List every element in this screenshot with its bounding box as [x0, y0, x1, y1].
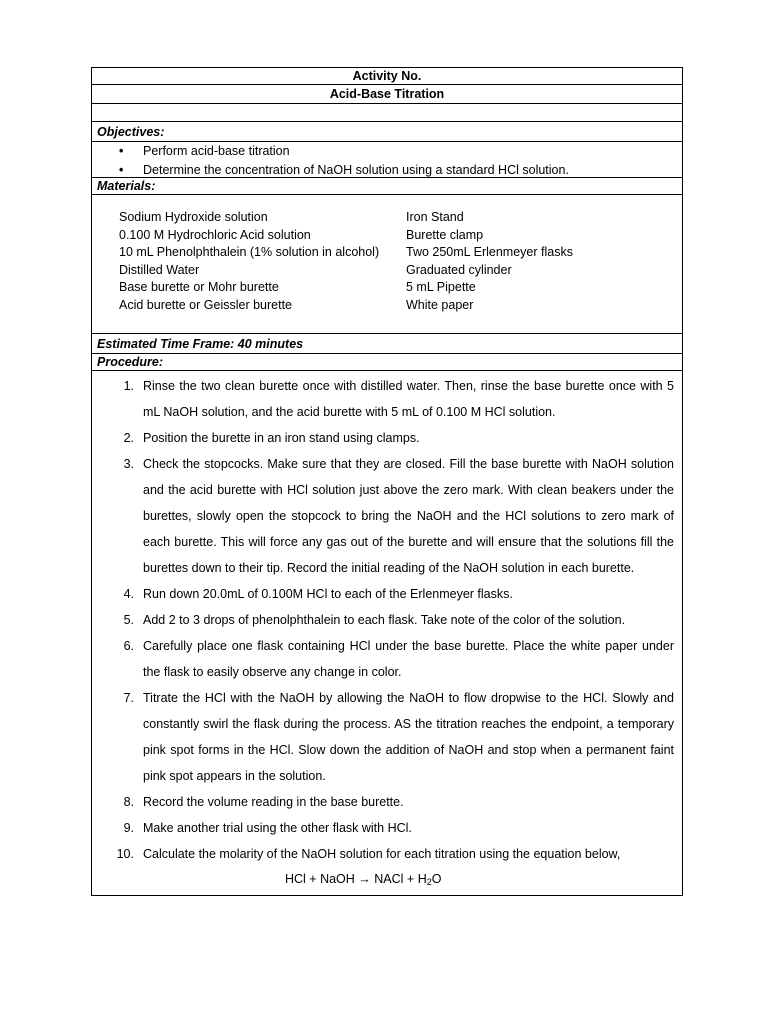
equation-reactants: HCl + NaOH [285, 872, 355, 886]
material-item: Two 250mL Erlenmeyer flasks [406, 245, 573, 259]
step-number: 7. [123, 691, 134, 705]
step-text: Rinse the two clean burette once with distilled water. Then, rinse the base burette once with 5 mL NaOH solution, and the acid burette with 5 mL of 0.100 M HCl solution. [143, 379, 674, 419]
material-item: Burette clamp [406, 227, 484, 242]
procedure-label-row [92, 354, 682, 371]
activity-sheet-table [91, 67, 683, 896]
materials-label-row [92, 178, 682, 195]
material-item: Acid burette or Geissler burette [119, 297, 292, 312]
objective-item [92, 161, 682, 180]
step-text: Carefully place one flask containing HCl under the base burette. Place the white paper under the flask to easily observe any change in color. [143, 639, 674, 679]
activity-number: Activity No. [352, 69, 422, 83]
step-text: Titrate the HCl with the NaOH by allowing the NaOH to flow dropwise to the HCl. Slowly and constantly swirl the flask during the process. AS the titration reaches the endpoint, a temporary pink spot forms in the HCl. Slow down the addition of NaOH and stop when a permanent faint pink spot appears in the solution. [143, 691, 674, 783]
materials-right-column [406, 209, 573, 314]
bullet-icon: • [119, 144, 124, 158]
reaction-equation [92, 867, 674, 893]
step-text: Position the burette in an iron stand using clamps. [143, 431, 420, 445]
procedure-step [92, 685, 674, 789]
procedure-step [92, 607, 674, 633]
material-item: 5 mL Pipette [406, 280, 476, 294]
step-number: 1. [123, 379, 134, 393]
materials-label: Materials: [97, 179, 156, 193]
material-item: Sodium Hydroxide solution [119, 210, 268, 224]
step-text: Run down 20.0mL of 0.100M HCl to each of the Erlenmeyer flasks. [143, 587, 513, 601]
procedure-step [92, 633, 674, 685]
step-number: 9. [123, 821, 134, 835]
materials-left-column [119, 209, 379, 314]
activity-title-row [92, 85, 682, 104]
bullet-icon: • [119, 163, 124, 177]
step-number: 8. [123, 795, 134, 809]
objective-text: Perform acid-base titration [143, 144, 290, 158]
step-text: Add 2 to 3 drops of phenolphthalein to each flask. Take note of the color of the solution. [143, 613, 626, 627]
time-frame-row [92, 334, 682, 354]
material-item: White paper [406, 297, 474, 312]
procedure-step [92, 581, 674, 607]
activity-number-row [92, 68, 682, 85]
procedure-step [92, 451, 674, 581]
objectives-list [92, 142, 682, 178]
step-text: Calculate the molarity of the NaOH solution for each titration using the equation below, [143, 847, 621, 861]
step-number: 4. [123, 587, 134, 601]
activity-title: Acid-Base Titration [329, 87, 445, 101]
blank-row [92, 104, 682, 122]
step-number: 10. [116, 847, 134, 861]
step-text: Check the stopcocks. Make sure that they are closed. Fill the base burette with NaOH solution and the acid burette with HCl solution just above the zero mark. With clean beakers under the burettes, slowly open the stopcock to bring the NaOH and the HCl solutions to zero mark of each burette. This will force any gas out of the burette and will ensure that the solutions fill the burettes down to their tip. Record the initial reading of the NaOH solution in each burette. [143, 457, 674, 575]
procedure-step [92, 789, 674, 815]
objectives-label: Objectives: [97, 125, 165, 139]
material-item: Base burette or Mohr burette [119, 280, 279, 294]
material-item: Graduated cylinder [406, 262, 512, 277]
procedure-label: Procedure: [97, 355, 163, 369]
material-item: 0.100 M Hydrochloric Acid solution [119, 227, 311, 242]
procedure-step [92, 841, 674, 867]
objectives-label-row [92, 122, 682, 142]
objective-item [92, 142, 682, 161]
material-item: Distilled Water [119, 262, 200, 277]
step-number: 5. [123, 613, 134, 627]
material-item: 10 mL Phenolphthalein (1% solution in alcohol) [119, 245, 380, 259]
procedure-step [92, 815, 674, 841]
materials-list [92, 195, 682, 334]
step-number: 3. [123, 457, 134, 471]
objective-text: Determine the concentration of NaOH solution using a standard HCl solution. [143, 163, 569, 177]
procedure-step [92, 373, 674, 425]
step-text: Record the volume reading in the base burette. [143, 795, 404, 809]
equation-subscript: 2 [426, 877, 432, 887]
procedure-list [92, 371, 682, 895]
material-item: Iron Stand [406, 210, 464, 224]
equation-products: NACl + H [374, 872, 427, 886]
step-number: 6. [123, 639, 134, 653]
time-frame-label: Estimated Time Frame: 40 minutes [97, 337, 304, 351]
step-number: 2. [123, 431, 134, 445]
step-text: Make another trial using the other flask with HCl. [143, 821, 412, 835]
procedure-step [92, 425, 674, 451]
equation-products-tail: O [431, 872, 442, 886]
reaction-arrow-icon: → [358, 872, 371, 886]
